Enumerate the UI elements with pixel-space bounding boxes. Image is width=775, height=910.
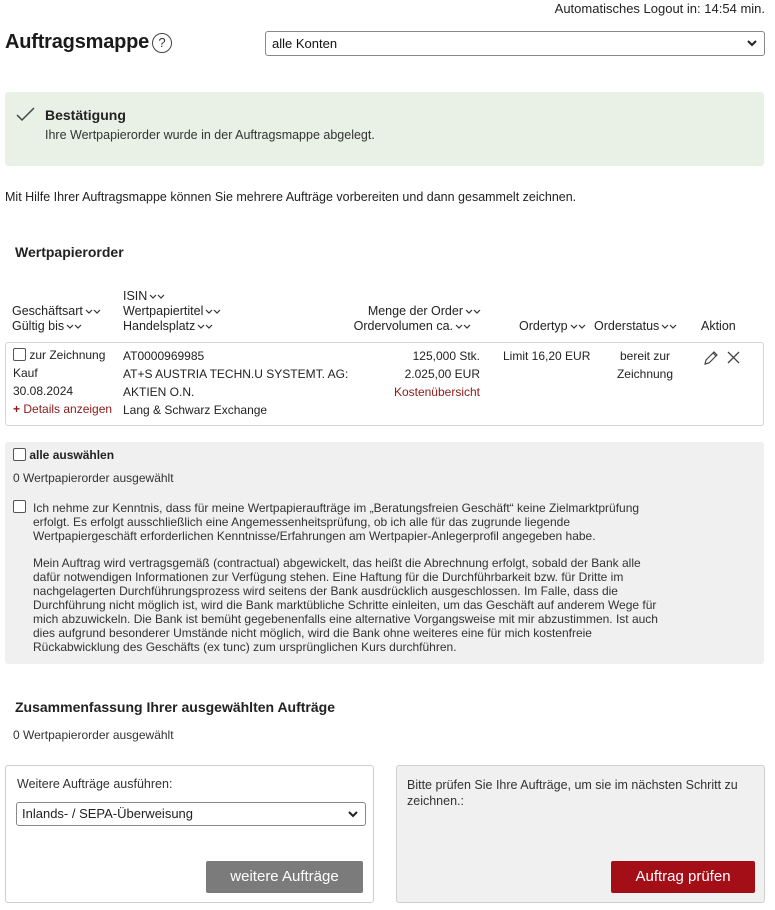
- sort-icon: [570, 323, 586, 331]
- help-icon[interactable]: ?: [152, 33, 172, 53]
- account-select[interactable]: [265, 31, 765, 56]
- check-orders-line: zeichnen.:: [407, 794, 464, 808]
- order-type-select-value: Inlands- / SEPA-Überweisung: [22, 806, 194, 821]
- order-quantity: 125,000 Stk.: [412, 349, 480, 363]
- legal-line: Rückabwicklung des Geschäfts (ex tunc) zum ursprünglichen Kurs durchführen.: [33, 640, 457, 654]
- check-orders-text: [407, 777, 738, 809]
- auto-logout-info: [555, 1, 765, 16]
- sort-icon: [661, 323, 677, 331]
- page-title: Auftragsmappe: [5, 31, 150, 53]
- col-header-wertpapiertitel[interactable]: [123, 304, 221, 319]
- legal-line: Mein Auftrag wird vertragsgemäß (contractual) abgewickelt, das heißt die Abrechnung erfolgt, sobald der Bank alle: [33, 556, 641, 570]
- details-label: Details anzeigen: [23, 402, 113, 416]
- col-header-label: ISIN: [123, 289, 148, 303]
- check-icon: [16, 107, 36, 123]
- summary-title: Zusammenfassung Ihrer ausgewählten Aufträge: [15, 699, 335, 715]
- order-status: [596, 347, 694, 383]
- confirmation-banner: [5, 92, 764, 166]
- chevron-down-icon: [746, 37, 758, 49]
- checkbox[interactable]: [13, 448, 26, 461]
- sort-icon: [85, 308, 101, 316]
- check-orders-box: [396, 765, 765, 903]
- check-orders-button[interactable]: Auftrag prüfen: [611, 861, 755, 893]
- selection-panel: [5, 442, 764, 664]
- edit-icon[interactable]: [703, 350, 719, 366]
- row-select[interactable]: [13, 346, 105, 364]
- legal-line: Ich nehme zur Kenntnis, dass für meine Wertpapieraufträge im „Beratungsfreien Geschäft“ keine Zielmarktprüfung: [33, 501, 640, 515]
- sort-icon: [465, 308, 481, 316]
- confirmation-title: Bestätigung: [45, 107, 126, 123]
- legal-text-2: [33, 556, 658, 654]
- confirmation-text: Ihre Wertpapierorder wurde in der Auftragsmappe abgelegt.: [45, 128, 375, 142]
- more-orders-button[interactable]: weitere Aufträge: [206, 861, 363, 893]
- col-header-label: Menge der Order: [367, 304, 463, 318]
- order-status-line1: bereit zur: [619, 349, 671, 363]
- legal-line: dies aufgrund besonderer Umstände nicht möglich, wird die Bank ohne weiteres eine für mich kostenfreie: [33, 626, 592, 640]
- col-header-label: Gültig bis: [12, 319, 65, 333]
- col-header-aktion: Aktion: [701, 319, 736, 333]
- legal-consent-checkbox[interactable]: [13, 500, 26, 513]
- sort-icon: [149, 293, 165, 301]
- logout-label: Automatisches Logout in:: [554, 1, 701, 16]
- summary-selected-count: 0 Wertpapierorder ausgewählt: [13, 728, 174, 742]
- intro-text: Mit Hilfe Ihrer Auftragsmappe können Sie mehrere Aufträge vorbereiten und dann gesammelt zeichnen.: [5, 190, 577, 204]
- table-row: [5, 342, 764, 426]
- sort-icon: [66, 323, 82, 331]
- isin-value: AT0000969985: [123, 349, 205, 363]
- checkbox-label: zur Zeichnung: [29, 348, 106, 362]
- security-title-line2: AKTIEN O.N.: [123, 385, 195, 399]
- col-header-isin[interactable]: [123, 289, 165, 304]
- security-title-line1: AT+S AUSTRIA TECHN.U SYSTEMT. AG:: [123, 367, 349, 381]
- legal-line: dafür notwendigen Informationen zur Verfügung stehen. Eine Haftung für die Durchführbarkeit bzw. für Dritte im: [33, 570, 624, 584]
- legal-line: Durchführung nicht möglich ist, wird die Bank marktübliche Schritte einleiten, um das Geschäft auf anderem Wege für: [33, 598, 657, 612]
- logout-unit: min.: [740, 1, 765, 16]
- legal-line: erfolgt. Es erfolgt ausschließlich eine Angemessenheitsprüfung, ob ich alle für das zugrunde liegende: [33, 515, 570, 529]
- chevron-down-icon: [347, 808, 359, 820]
- col-header-label: Wertpapiertitel: [123, 304, 204, 318]
- sort-icon: [197, 323, 213, 331]
- col-header-label: Ordertyp: [519, 319, 568, 333]
- legal-line: Wertpapiergeschäft erforderlichen Kenntnisse/Erfahrungen am Wertpapier-Anlegerprofil angegeben habe.: [33, 529, 596, 543]
- section-title-orders: Wertpapierorder: [15, 244, 124, 260]
- select-all-label: alle auswählen: [29, 448, 115, 462]
- sort-icon: [455, 323, 471, 331]
- col-header-label: Handelsplatz: [123, 319, 196, 333]
- order-type-select[interactable]: [16, 802, 366, 826]
- check-orders-line: Bitte prüfen Sie Ihre Aufträge, um sie im nächsten Schritt zu: [407, 778, 738, 792]
- col-header-menge[interactable]: [368, 304, 481, 319]
- plus-icon: +: [13, 402, 21, 416]
- order-volume: 2.025,00 EUR: [404, 367, 480, 381]
- trading-venue: Lang & Schwarz Exchange: [123, 403, 268, 417]
- col-header-label: Orderstatus: [594, 319, 660, 333]
- close-icon[interactable]: [727, 351, 740, 364]
- col-header-label: Geschäftsart: [12, 304, 83, 318]
- more-orders-box: [5, 765, 374, 903]
- order-type-value: Limit 16,20 EUR: [503, 349, 591, 363]
- col-header-volumen[interactable]: [354, 319, 471, 334]
- details-link[interactable]: [13, 400, 112, 418]
- logout-time: 14:54: [704, 1, 737, 16]
- legal-line: nachgelagerten Durchführungsprozess wird seitens der Bank ausdrücklich ausgeschlossen. Im Falle, dass die: [33, 584, 618, 598]
- select-all[interactable]: [13, 448, 114, 462]
- account-select-value: alle Konten: [272, 36, 338, 51]
- legal-text-1: [33, 501, 639, 543]
- order-status-line2: Zeichnung: [616, 367, 674, 381]
- legal-line: mich abzuwickeln. Die Bank ist bemüht gegebenenfalls eine alternative Vorgangsweise mit mir abzustimmen. Ist auch: [33, 612, 658, 626]
- col-header-geschaeftsart[interactable]: [12, 304, 101, 319]
- col-header-handelsplatz[interactable]: [123, 319, 213, 334]
- cost-overview-link[interactable]: Kostenübersicht: [393, 385, 480, 399]
- col-header-gueltig-bis[interactable]: [12, 319, 82, 334]
- checkbox[interactable]: [13, 348, 26, 361]
- order-kind: Kauf: [13, 366, 38, 380]
- col-header-ordertyp[interactable]: [519, 319, 586, 334]
- sort-icon: [205, 308, 221, 316]
- valid-until: 30.08.2024: [13, 384, 74, 398]
- col-header-label: Ordervolumen ca.: [353, 319, 453, 333]
- more-orders-label: Weitere Aufträge ausführen:: [17, 777, 173, 791]
- selected-count: 0 Wertpapierorder ausgewählt: [13, 471, 174, 485]
- col-header-orderstatus[interactable]: [594, 319, 677, 334]
